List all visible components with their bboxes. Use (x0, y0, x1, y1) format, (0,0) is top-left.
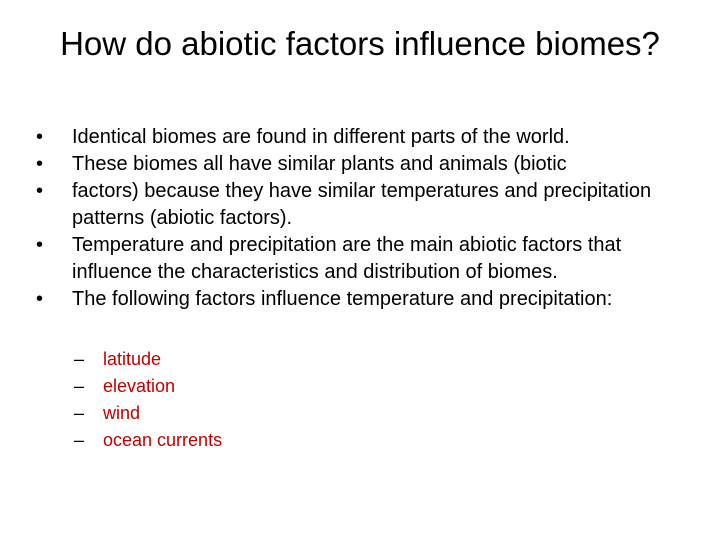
bullet-text: factors) because they have similar temperatures and precipitation patterns (abiotic factors). (72, 180, 652, 229)
bullet-icon: • (36, 180, 44, 202)
bullet-item (36, 178, 706, 232)
bullet-item (36, 124, 706, 151)
bullet-text: Identical biomes are found in different parts of the world. (72, 126, 570, 148)
bullet-item (36, 232, 706, 286)
bullet-list (36, 124, 706, 313)
dash-icon: – (74, 349, 85, 369)
sub-bullet-item (74, 427, 222, 454)
bullet-text: These biomes all have similar plants and animals (biotic (72, 153, 567, 175)
sub-bullet-text: latitude (103, 349, 162, 369)
dash-icon: – (74, 430, 85, 450)
sub-bullet-item (74, 400, 222, 427)
bullet-icon: • (36, 126, 44, 148)
sub-bullet-item (74, 373, 222, 400)
dash-icon: – (74, 403, 85, 423)
bullet-text: Temperature and precipitation are the main abiotic factors that influence the characteristics and distribution of biomes. (72, 234, 622, 283)
bullet-text: The following factors influence temperature and precipitation: (72, 288, 613, 310)
bullet-icon: • (36, 234, 44, 256)
slide-title: How do abiotic factors influence biomes? (60, 25, 660, 62)
bullet-icon: • (36, 153, 44, 175)
sub-bullet-list (74, 346, 222, 454)
dash-icon: – (74, 376, 85, 396)
bullet-item (36, 151, 706, 178)
sub-bullet-text: elevation (103, 376, 176, 396)
sub-bullet-text: wind (103, 403, 141, 423)
sub-bullet-text: ocean currents (103, 430, 223, 450)
sub-bullet-item (74, 346, 222, 373)
bullet-icon: • (36, 288, 44, 310)
bullet-item (36, 286, 706, 313)
